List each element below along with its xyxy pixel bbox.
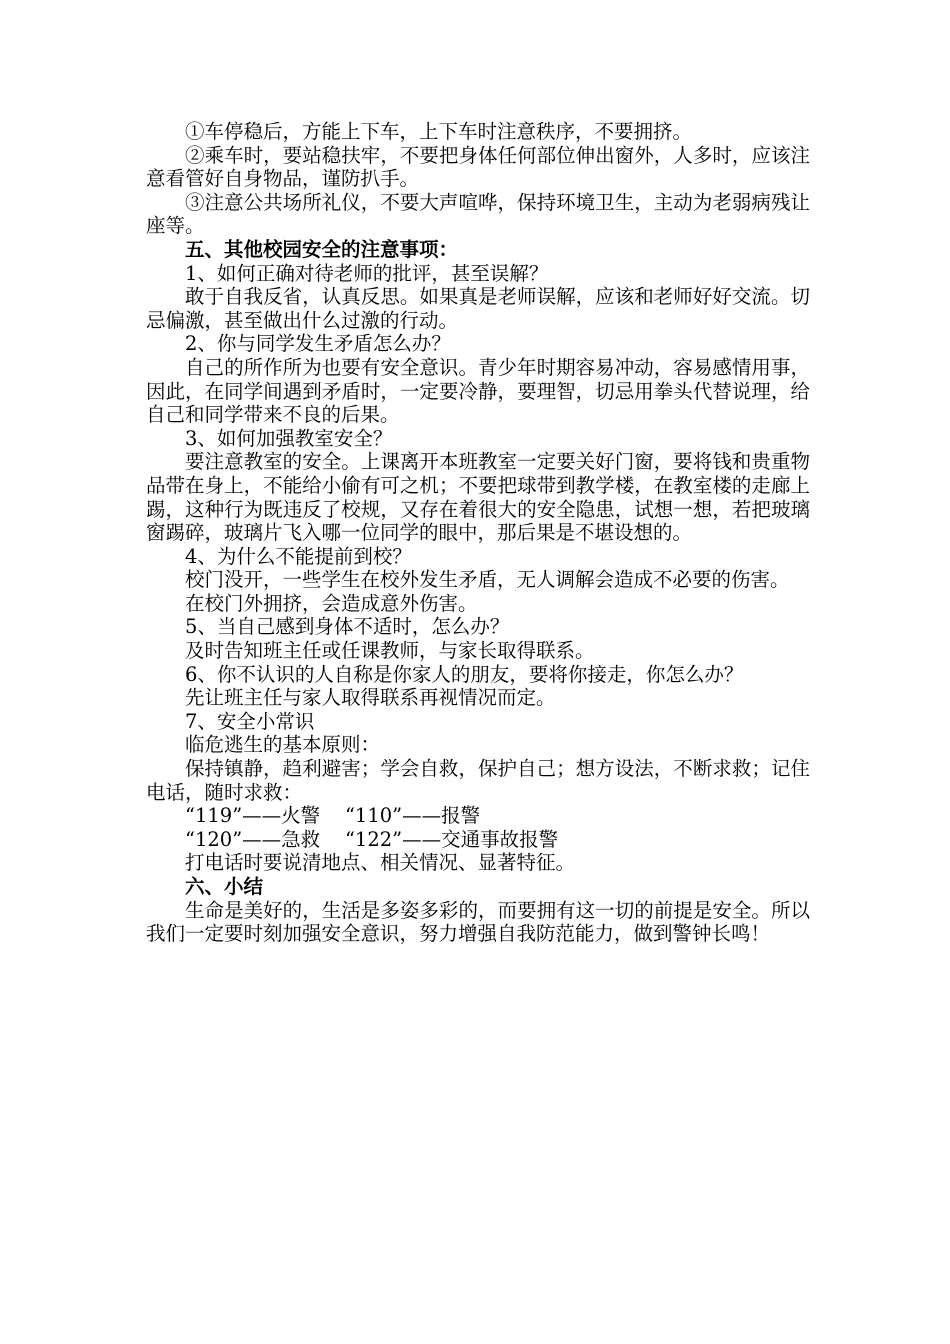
answer-6: 先让班主任与家人取得联系再视情况而定。	[185, 686, 556, 710]
section-heading-6: 六、小结	[185, 875, 264, 898]
answer-2: 自己的所作所为也要有安全意识。青少年时期容易冲动，容易感情用事，因此，在同学间遇到矛盾时，一定要冷静，要理智，切忌用拳头代替说理，给自己和同学带来不良的后果。	[146, 355, 810, 427]
paragraph-bus-rule-1: ①车停稳后，方能上下车，上下车时注意秩序，不要拥挤。	[185, 120, 693, 143]
question-4: 4、为什么不能提前到校？	[185, 544, 412, 568]
answer-4b: 在校门外拥挤，会造成意外伤害。	[185, 591, 478, 615]
answer-1: 敢于自我反省，认真反思。如果真是老师误解，应该和老师好好交流。切忌偏激，甚至做出什么过激的行动。	[146, 285, 810, 332]
emergency-numbers-line-2: “120”——急救 “122”——交通事故报警	[185, 827, 559, 851]
question-3: 3、如何加强教室安全？	[185, 426, 393, 450]
paragraph-bus-rule-3: ③注意公共场所礼仪，不要大声喧哗，保持环境卫生，主动为老弱病残让座等。	[146, 190, 810, 238]
escape-principles-label: 临危逃生的基本原则：	[185, 733, 381, 757]
question-7: 7、安全小常识	[185, 709, 315, 733]
summary-paragraph: 生命是美好的，生活是多姿多彩的，而要拥有这一切的前提是安全。所以我们一定要时刻加强安全意识，努力增强自我防范能力，做到警钟长鸣！	[146, 898, 810, 946]
question-5: 5、当自己感到身体不适时，怎么办？	[185, 615, 510, 639]
answer-5: 及时告知班主任或任课教师，与家长取得联系。	[185, 639, 595, 663]
section-heading-5: 五、其他校园安全的注意事项：	[185, 237, 459, 261]
question-1: 1、如何正确对待老师的批评，甚至误解？	[185, 261, 549, 285]
question-6: 6、你不认识的人自称是你家人的朋友，要将你接走，你怎么办？	[185, 662, 744, 686]
document-page	[146, 120, 810, 946]
escape-principles: 保持镇静，趋利避害；学会自救，保护自己；想方设法，不断求救；记住电话，随时求救：	[146, 757, 810, 804]
paragraph-bus-rule-2: ②乘车时，要站稳扶牢，不要把身体任何部位伸出窗外，人多时，应该注意看管好自身物品，谨防扒手。	[146, 143, 810, 191]
phone-call-advice: 打电话时要说清地点、相关情况、显著特征。	[185, 851, 576, 875]
answer-3: 要注意教室的安全。上课离开本班教室一定要关好门窗，要将钱和贵重物品带在身上，不能给小偷有可之机；不要把球带到教学楼，在教室楼的走廊上踢，这种行为既违反了校规，又存在着很大的安全隐患，试想一想，若把玻璃窗踢碎，玻璃片飞入哪一位同学的眼中，那后果是不堪设想的。	[146, 450, 810, 545]
emergency-numbers-line-1: “119”——火警 “110”——报警	[185, 804, 481, 828]
answer-4a: 校门没开，一些学生在校外发生矛盾，无人调解会造成不必要的伤害。	[185, 568, 790, 592]
question-2: 2、你与同学发生矛盾怎么办？	[185, 332, 451, 356]
